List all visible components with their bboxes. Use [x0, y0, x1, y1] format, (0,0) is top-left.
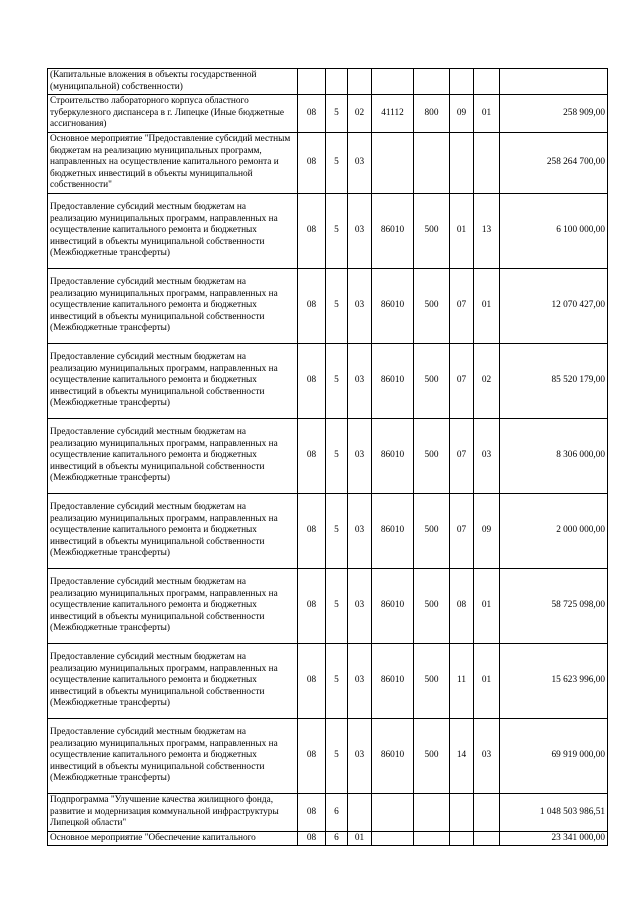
row-amount: 1 048 503 986,51 — [500, 794, 608, 832]
row-code-direction: 41112 — [372, 95, 414, 133]
row-code-program: 08 — [298, 95, 326, 133]
row-code-activity: 03 — [348, 133, 372, 194]
row-description: Предоставление субсидий местным бюджетам на реализацию муниципальных программ, направленных на осуществление капитального ремонта и бюджетных инвестиций в объекты муниципальной собственности (Межбюджетные трансферты) — [48, 419, 298, 494]
table-row — [48, 95, 608, 133]
table-row — [48, 569, 608, 644]
row-amount: 23 341 000,00 — [500, 832, 608, 846]
row-code-activity: 01 — [348, 832, 372, 846]
row-code-subsection: 01 — [474, 95, 500, 133]
row-code-program — [298, 69, 326, 95]
row-code-activity — [348, 69, 372, 95]
row-code-activity: 03 — [348, 719, 372, 794]
table-row — [48, 719, 608, 794]
row-code-section — [450, 832, 474, 846]
row-code-activity: 03 — [348, 644, 372, 719]
row-code-subsection: 09 — [474, 494, 500, 569]
row-code-expense-type — [414, 794, 450, 832]
row-code-section — [450, 794, 474, 832]
row-amount: 8 306 000,00 — [500, 419, 608, 494]
row-code-section: 01 — [450, 194, 474, 269]
row-description: Предоставление субсидий местным бюджетам на реализацию муниципальных программ, направленных на осуществление капитального ремонта и бюджетных инвестиций в объекты муниципальной собственности (Межбюджетные трансферты) — [48, 494, 298, 569]
table-row — [48, 419, 608, 494]
row-code-expense-type: 500 — [414, 194, 450, 269]
row-code-subprogram: 5 — [326, 194, 348, 269]
row-code-activity: 03 — [348, 419, 372, 494]
row-amount: 69 919 000,00 — [500, 719, 608, 794]
row-code-activity — [348, 794, 372, 832]
table-row — [48, 832, 608, 846]
row-description: Предоставление субсидий местным бюджетам на реализацию муниципальных программ, направленных на осуществление капитального ремонта и бюджетных инвестиций в объекты муниципальной собственности (Межбюджетные трансферты) — [48, 344, 298, 419]
row-amount: 15 623 996,00 — [500, 644, 608, 719]
row-code-direction: 86010 — [372, 719, 414, 794]
row-description: Предоставление субсидий местным бюджетам на реализацию муниципальных программ, направленных на осуществление капитального ремонта и бюджетных инвестиций в объекты муниципальной собственности (Межбюджетные трансферты) — [48, 719, 298, 794]
row-amount — [500, 69, 608, 95]
row-code-subsection — [474, 794, 500, 832]
row-code-direction: 86010 — [372, 194, 414, 269]
row-description: Подпрограмма "Улучшение качества жилищного фонда, развитие и модернизация коммунальной инфраструктуры Липецкой области" — [48, 794, 298, 832]
row-code-program: 08 — [298, 569, 326, 644]
row-code-program: 08 — [298, 133, 326, 194]
row-code-direction: 86010 — [372, 494, 414, 569]
budget-table — [47, 68, 608, 846]
row-code-program: 08 — [298, 719, 326, 794]
row-code-subprogram: 5 — [326, 269, 348, 344]
row-code-section: 07 — [450, 344, 474, 419]
table-row — [48, 194, 608, 269]
row-code-subprogram: 5 — [326, 419, 348, 494]
row-code-direction — [372, 133, 414, 194]
row-description: Предоставление субсидий местным бюджетам на реализацию муниципальных программ, направленных на осуществление капитального ремонта и бюджетных инвестиций в объекты муниципальной собственности (Межбюджетные трансферты) — [48, 569, 298, 644]
row-code-subprogram: 5 — [326, 95, 348, 133]
row-code-expense-type: 500 — [414, 419, 450, 494]
row-code-direction — [372, 69, 414, 95]
row-description: Строительство лабораторного корпуса областного туберкулезного диспансера в г. Липецке (Иные бюджетные ассигнования) — [48, 95, 298, 133]
row-amount: 258 909,00 — [500, 95, 608, 133]
row-code-subsection: 13 — [474, 194, 500, 269]
row-code-subsection: 02 — [474, 344, 500, 419]
row-code-program: 08 — [298, 344, 326, 419]
table-row — [48, 794, 608, 832]
row-code-subprogram: 6 — [326, 832, 348, 846]
row-code-activity: 02 — [348, 95, 372, 133]
row-code-subprogram: 5 — [326, 344, 348, 419]
row-code-section: 07 — [450, 419, 474, 494]
row-code-expense-type — [414, 133, 450, 194]
row-code-expense-type: 500 — [414, 269, 450, 344]
table-row — [48, 133, 608, 194]
row-amount: 258 264 700,00 — [500, 133, 608, 194]
row-code-subprogram: 5 — [326, 133, 348, 194]
row-code-expense-type: 800 — [414, 95, 450, 133]
row-code-expense-type: 500 — [414, 494, 450, 569]
row-code-section — [450, 133, 474, 194]
row-code-activity: 03 — [348, 269, 372, 344]
row-code-expense-type: 500 — [414, 719, 450, 794]
row-code-subsection: 01 — [474, 644, 500, 719]
row-code-subsection: 03 — [474, 719, 500, 794]
row-amount: 12 070 427,00 — [500, 269, 608, 344]
row-code-subsection: 03 — [474, 419, 500, 494]
row-code-expense-type: 500 — [414, 569, 450, 644]
row-code-subsection — [474, 69, 500, 95]
row-code-subsection — [474, 832, 500, 846]
row-code-activity: 03 — [348, 494, 372, 569]
row-code-program: 08 — [298, 832, 326, 846]
row-code-program: 08 — [298, 794, 326, 832]
table-row — [48, 69, 608, 95]
row-code-program: 08 — [298, 269, 326, 344]
row-code-expense-type: 500 — [414, 344, 450, 419]
row-description: Предоставление субсидий местным бюджетам на реализацию муниципальных программ, направленных на осуществление капитального ремонта и бюджетных инвестиций в объекты муниципальной собственности (Межбюджетные трансферты) — [48, 644, 298, 719]
row-description: (Капитальные вложения в объекты государственной (муниципальной) собственности) — [48, 69, 298, 95]
row-code-section: 09 — [450, 95, 474, 133]
row-description: Основное мероприятие "Предоставление субсидий местным бюджетам на реализацию муниципальных программ, направленных на осуществление капитального ремонта и бюджетных инвестиций в объекты муниципальной собственности" — [48, 133, 298, 194]
row-code-subprogram: 6 — [326, 794, 348, 832]
row-code-activity: 03 — [348, 569, 372, 644]
row-code-direction: 86010 — [372, 419, 414, 494]
row-code-subprogram: 5 — [326, 494, 348, 569]
row-code-section: 07 — [450, 494, 474, 569]
table-row — [48, 344, 608, 419]
row-code-section: 07 — [450, 269, 474, 344]
row-code-direction — [372, 832, 414, 846]
row-code-expense-type: 500 — [414, 644, 450, 719]
row-code-direction: 86010 — [372, 344, 414, 419]
row-description: Предоставление субсидий местным бюджетам на реализацию муниципальных программ, направленных на осуществление капитального ремонта и бюджетных инвестиций в объекты муниципальной собственности (Межбюджетные трансферты) — [48, 194, 298, 269]
row-code-program: 08 — [298, 494, 326, 569]
row-code-direction — [372, 794, 414, 832]
row-code-section: 08 — [450, 569, 474, 644]
row-code-expense-type — [414, 69, 450, 95]
row-amount: 2 000 000,00 — [500, 494, 608, 569]
row-code-direction: 86010 — [372, 569, 414, 644]
row-code-direction: 86010 — [372, 269, 414, 344]
row-code-expense-type — [414, 832, 450, 846]
row-code-activity: 03 — [348, 194, 372, 269]
row-code-section: 14 — [450, 719, 474, 794]
row-code-program: 08 — [298, 419, 326, 494]
row-code-program: 08 — [298, 194, 326, 269]
table-row — [48, 269, 608, 344]
table-row — [48, 644, 608, 719]
row-code-subsection — [474, 133, 500, 194]
row-description: Предоставление субсидий местным бюджетам на реализацию муниципальных программ, направленных на осуществление капитального ремонта и бюджетных инвестиций в объекты муниципальной собственности (Межбюджетные трансферты) — [48, 269, 298, 344]
row-description: Основное мероприятие "Обеспечение капитального — [48, 832, 298, 846]
table-row — [48, 494, 608, 569]
row-code-subprogram: 5 — [326, 719, 348, 794]
row-code-subprogram — [326, 69, 348, 95]
row-code-program: 08 — [298, 644, 326, 719]
row-amount: 85 520 179,00 — [500, 344, 608, 419]
row-code-subsection: 01 — [474, 569, 500, 644]
row-code-section — [450, 69, 474, 95]
row-code-subprogram: 5 — [326, 644, 348, 719]
row-code-direction: 86010 — [372, 644, 414, 719]
row-code-subsection: 01 — [474, 269, 500, 344]
row-amount: 6 100 000,00 — [500, 194, 608, 269]
row-code-subprogram: 5 — [326, 569, 348, 644]
row-code-activity: 03 — [348, 344, 372, 419]
row-code-section: 11 — [450, 644, 474, 719]
row-amount: 58 725 098,00 — [500, 569, 608, 644]
